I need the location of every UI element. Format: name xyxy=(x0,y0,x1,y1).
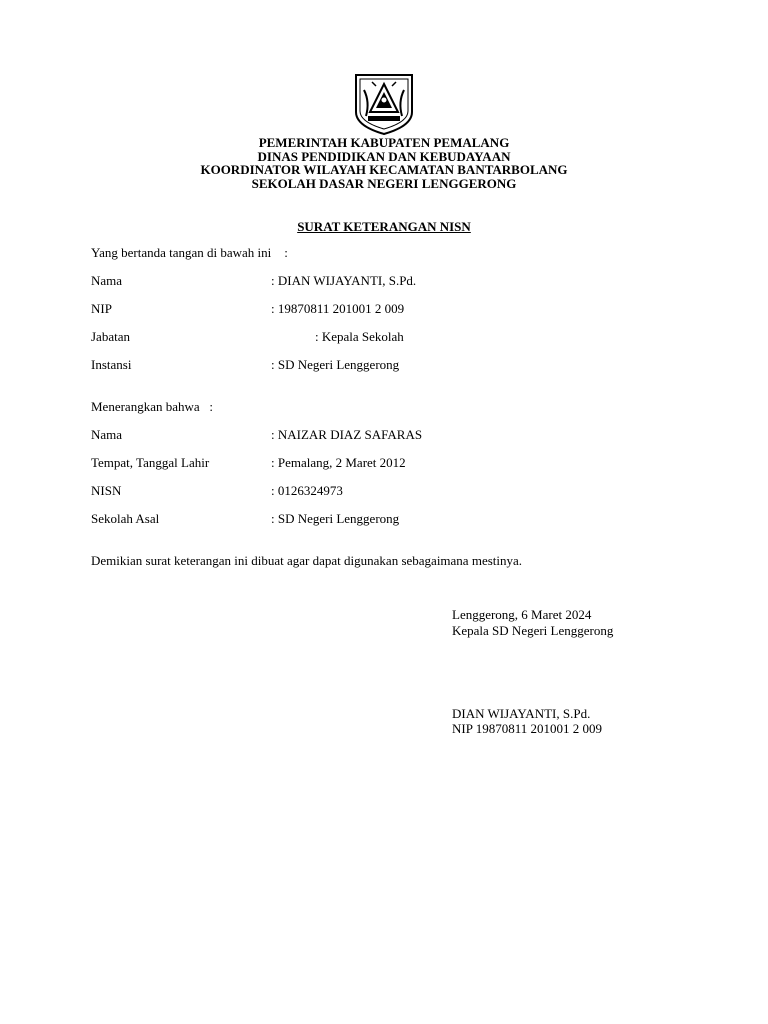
header-government: PEMERINTAH KABUPATEN PEMALANG xyxy=(258,135,510,150)
signer-position-label: Jabatan xyxy=(91,329,130,344)
signature-place-date: Lenggerong, 6 Maret 2024 xyxy=(452,607,592,622)
signature-position: Kepala SD Negeri Lenggerong xyxy=(452,623,614,638)
header-school: SEKOLAH DASAR NEGERI LENGGERONG xyxy=(251,176,517,191)
student-birth-value: : Pemalang, 2 Maret 2012 xyxy=(271,455,406,470)
pemalang-coat-of-arms-logo xyxy=(352,72,416,136)
signature-name: DIAN WIJAYANTI, S.Pd. xyxy=(452,706,591,721)
signer-position-value: : Kepala Sekolah xyxy=(315,329,404,344)
student-nisn-value: : 0126324973 xyxy=(271,483,343,498)
statement-text: Menerangkan bahwa : xyxy=(91,399,214,414)
document-title: SURAT KETERANGAN NISN xyxy=(297,219,471,234)
student-name-value: : NAIZAR DIAZ SAFARAS xyxy=(271,427,423,442)
header-department: DINAS PENDIDIKAN DAN KEBUDAYAAN xyxy=(257,149,511,164)
header-coordinator: KOORDINATOR WILAYAH KECAMATAN BANTARBOLANG xyxy=(200,162,568,177)
closing-text: Demikian surat keterangan ini dibuat agar dapat digunakan sebagaimana mestinya. xyxy=(91,553,523,568)
signer-name-label: Nama xyxy=(91,273,123,288)
signer-institution-value: : SD Negeri Lenggerong xyxy=(271,357,400,372)
signature-nip: NIP 19870811 201001 2 009 xyxy=(452,721,602,736)
intro-text: Yang bertanda tangan di bawah ini : xyxy=(91,245,288,260)
student-birth-label: Tempat, Tanggal Lahir xyxy=(91,455,210,470)
student-school-value: : SD Negeri Lenggerong xyxy=(271,511,400,526)
signer-nip-value: : 19870811 201001 2 009 xyxy=(271,301,405,316)
student-name-label: Nama xyxy=(91,427,123,442)
student-school-label: Sekolah Asal xyxy=(91,511,160,526)
signer-nip-label: NIP xyxy=(91,301,112,316)
signer-institution-label: Instansi xyxy=(91,357,132,372)
student-nisn-label: NISN xyxy=(91,483,122,498)
signer-name-value: : DIAN WIJAYANTI, S.Pd. xyxy=(271,273,417,288)
